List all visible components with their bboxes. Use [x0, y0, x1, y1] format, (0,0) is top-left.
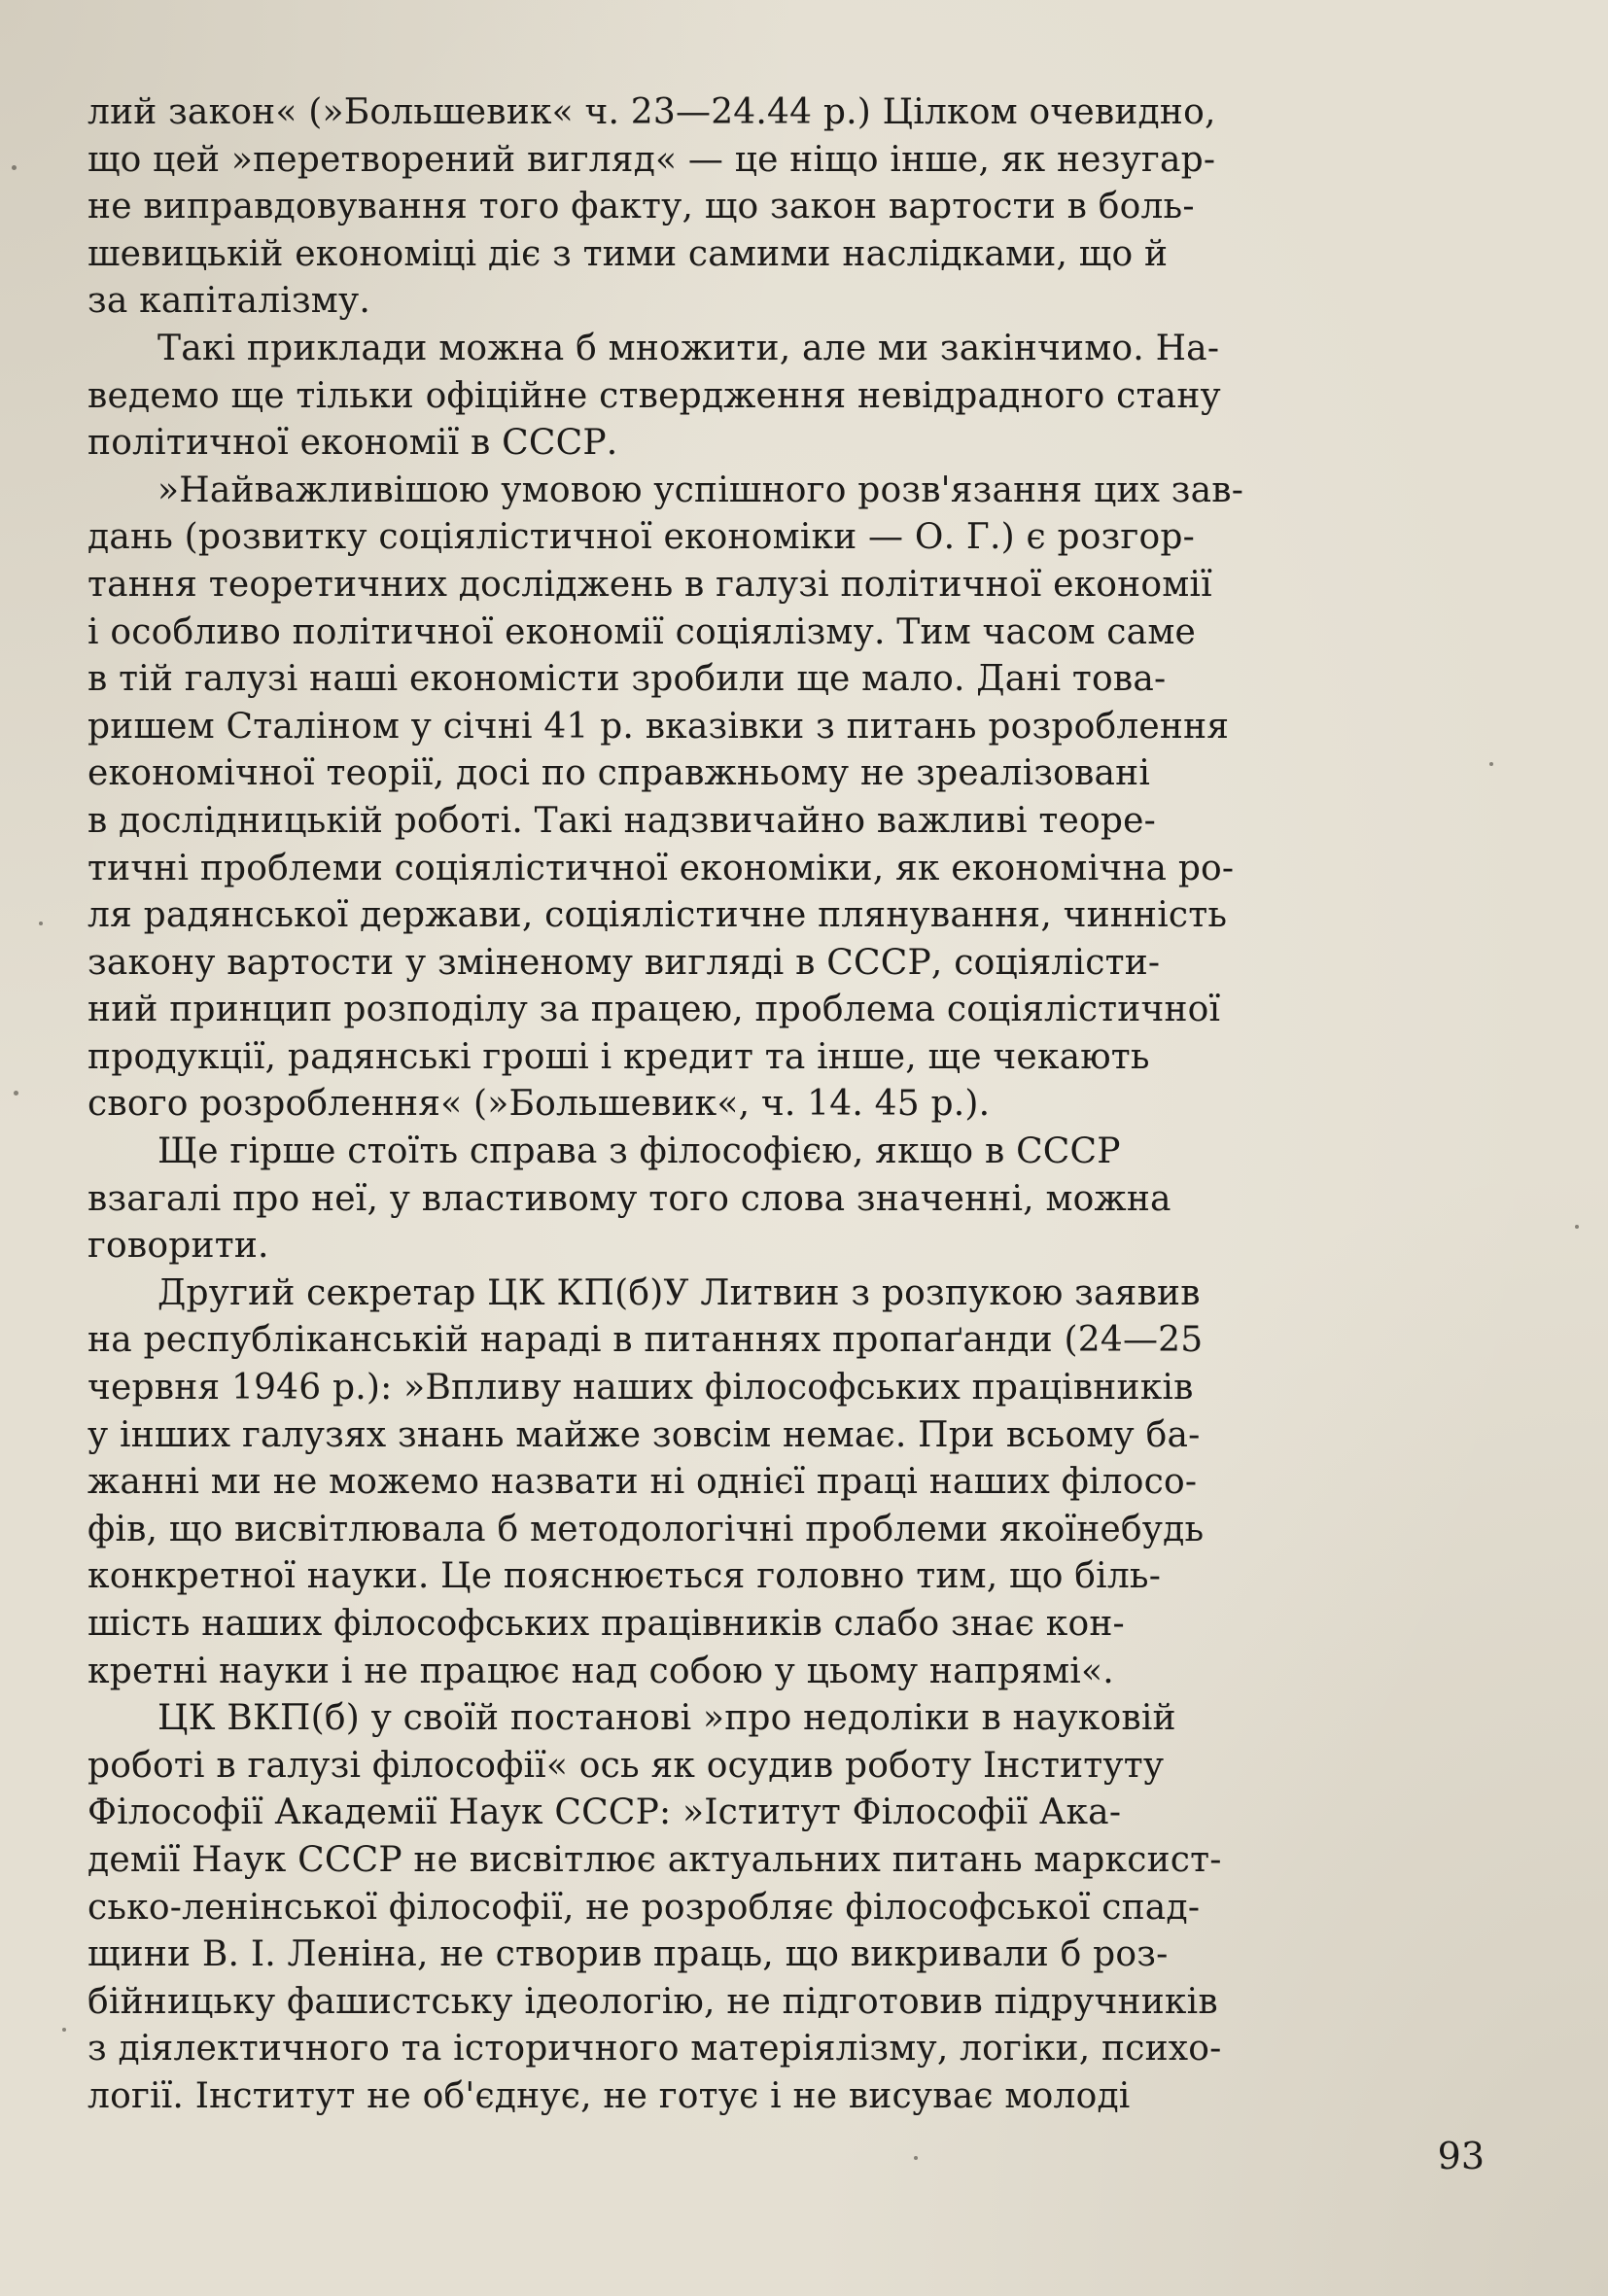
text-line: демії Наук СССР не висвітлює актуальних питань марксист-: [87, 1839, 1222, 1880]
text-line: на республіканській нараді в питаннях пропаґанди (24—25: [87, 1320, 1204, 1361]
text-line: Філософії Академії Наук СССР: »Іститут Філософії Ака-: [87, 1792, 1122, 1833]
text-line: свого розроблення« (»Большевик«, ч. 14. 45 р.).: [87, 1084, 991, 1125]
text-line: логії. Інститут не об'єднує, не готує і не висуває молоді: [87, 2075, 1131, 2116]
text-line: »Найважливішою умовою успішного розв'язання цих зав-: [157, 470, 1244, 510]
page-number: 93: [1437, 2135, 1485, 2177]
text-line: з діялектичного та історичного матеріялізму, логіки, психо-: [87, 2029, 1222, 2070]
text-line: політичної економії в СССР.: [87, 423, 618, 464]
text-line: шість наших філософських працівників слабо знає кон-: [87, 1604, 1125, 1644]
text-line: ведемо ще тільки офіційне ствердження невідрадного стану: [87, 375, 1221, 416]
text-line: шевицькій економіці діє з тими самими наслідками, що й: [87, 233, 1169, 274]
text-line: фів, що висвітлювала б методологічні проблеми якоїнебудь: [87, 1509, 1205, 1549]
text-line: ний принцип розподілу за працею, проблема соціялістичної: [87, 990, 1221, 1030]
text-line: економічної теорії, досі по справжньому не зреалізовані: [87, 753, 1151, 794]
text-line: тання теоретичних досліджень в галузі політичної економії: [87, 564, 1212, 605]
text-line: в тій галузі наші економісти зробили ще мало. Дані това-: [87, 659, 1167, 700]
text-line: ЦК ВКП(б) у своїй постанові »про недоліки в науковій: [157, 1698, 1176, 1739]
paper-speck: [12, 165, 17, 170]
text-line: дань (розвитку соціялістичної економіки — О. Г.) є розгор-: [87, 517, 1195, 558]
text-line: у інших галузях знань майже зовсім немає. При всьому ба-: [87, 1414, 1201, 1455]
text-line: ля радянської держави, соціялістичне плянування, чинність: [87, 895, 1228, 936]
text-line: ришем Сталіном у січні 41 р. вказівки з питань розроблення: [87, 706, 1230, 747]
text-line: продукції, радянські гроші і кредит та інше, ще чекають: [87, 1036, 1150, 1077]
text-line: лий закон« (»Большевик« ч. 23—24.44 р.) Цілком очевидно,: [87, 92, 1216, 132]
text-line: Другий секретар ЦК КП(б)У Литвин з розпукою заявив: [157, 1272, 1201, 1313]
text-line: жанні ми не можемо назвати ні однієї праці наших філосо-: [87, 1462, 1198, 1503]
text-line: щини В. І. Леніна, не створив праць, що викривали б роз-: [87, 1934, 1169, 1975]
paper-speck: [1489, 762, 1493, 766]
text-line: за капіталізму.: [87, 281, 371, 322]
text-line: Ще гірше стоїть справа з філософією, якщо в СССР: [157, 1131, 1121, 1172]
paper-speck: [14, 1091, 18, 1096]
text-line: червня 1946 р.): »Впливу наших філософських працівників: [87, 1368, 1194, 1409]
text-line: Такі приклади можна б множити, але ми закінчимо. На-: [157, 328, 1220, 368]
paper-speck: [39, 922, 43, 925]
text-line: взагалі про неї, у властивому того слова значенні, можна: [87, 1178, 1171, 1219]
body-text: [87, 89, 1458, 2121]
text-line: сько-ленінської філософії, не розробляє філософської спад-: [87, 1887, 1201, 1928]
text-line: закону вартости у зміненому вигляді в СССР, соціялісти-: [87, 942, 1161, 983]
paper-speck: [1575, 1225, 1579, 1229]
text-line: говорити.: [87, 1226, 269, 1267]
text-line: роботі в галузі філософії« ось як осудив роботу Інституту: [87, 1745, 1165, 1786]
text-line: в дослідницькій роботі. Такі надзвичайно важливі теоре-: [87, 800, 1156, 841]
text-line: конкретної науки. Це пояснюється головно тим, що біль-: [87, 1556, 1162, 1597]
text-line: кретні науки і не працює над собою у цьому напрямі«.: [87, 1651, 1114, 1691]
paper-speck: [62, 2028, 66, 2032]
paper-speck: [914, 2156, 918, 2160]
text-line: тичні проблеми соціялістичної економіки, як економічна ро-: [87, 848, 1235, 888]
text-line: і особливо політичної економії соціялізму. Тим часом саме: [87, 611, 1197, 652]
text-line: бійницьку фашистську ідеологію, не підготовив підручників: [87, 1981, 1218, 2022]
text-line: не виправдовування того факту, що закон вартости в боль-: [87, 187, 1195, 227]
text-line: що цей »перетворений вигляд« — це ніщо інше, як незугар-: [87, 139, 1216, 180]
